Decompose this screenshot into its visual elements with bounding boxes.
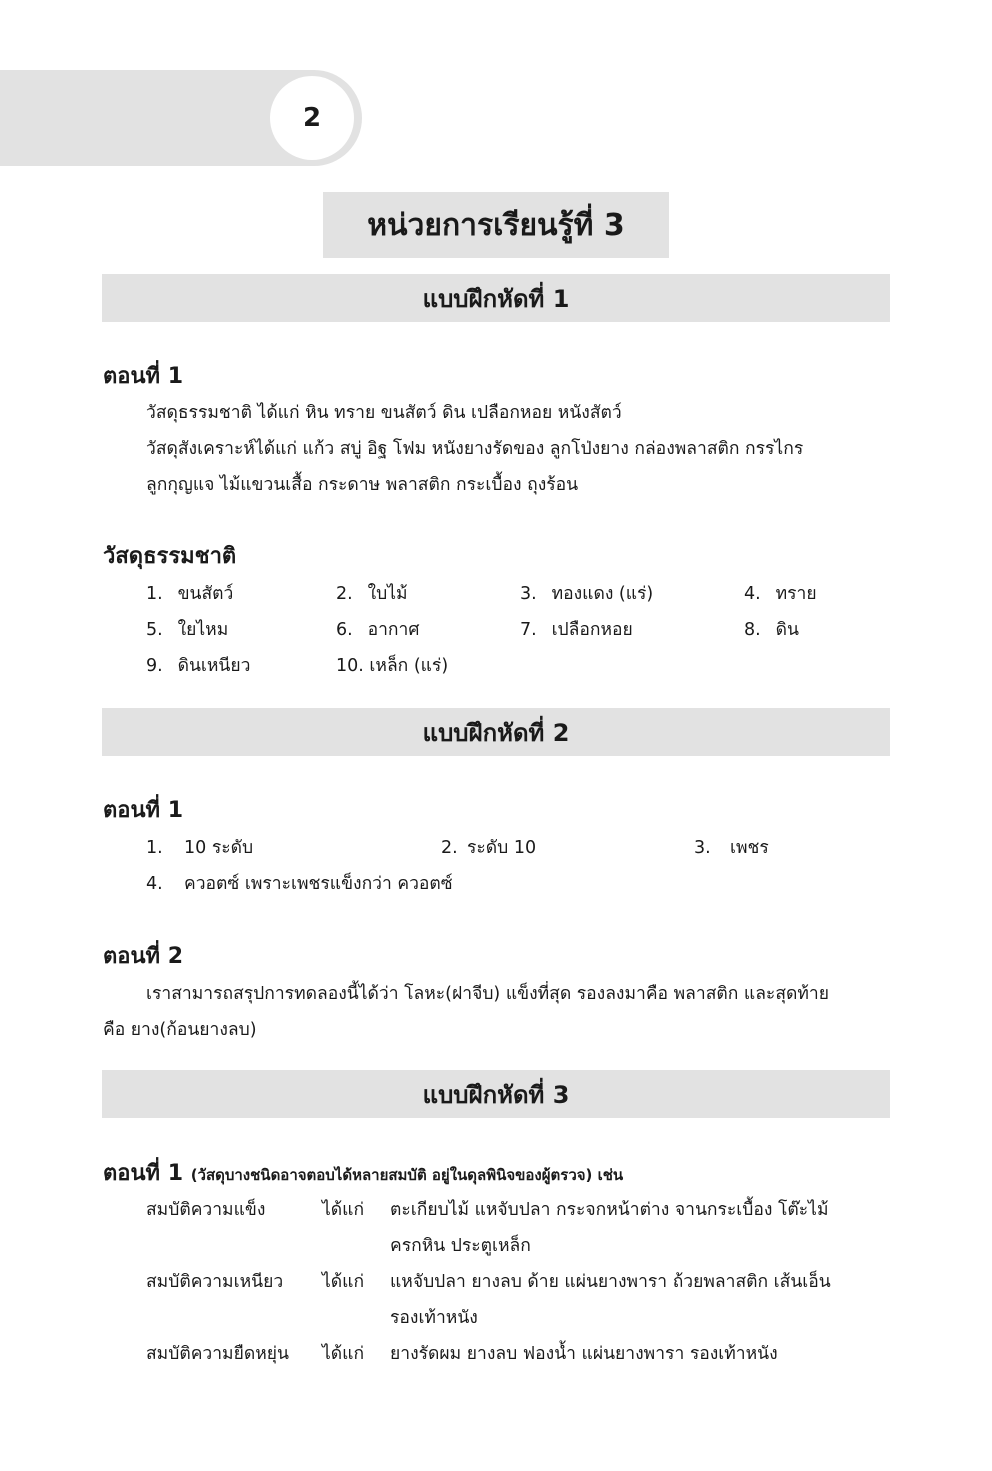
property-examples-cont: ครกหิน ประตูเหล็ก [390,1236,531,1256]
property-joiner: ได้แก่ [322,1344,365,1364]
natural-item: 9. ดินเหนียว [146,656,251,676]
exercise-2-part-2-line-2: คือ ยาง(ก้อนยางลบ) [103,1020,257,1040]
exercise-1-line-3: ลูกกุญแจ ไม้แขวนเสื้อ กระดาษ พลาสติก กระเบื้อง ถุงร้อน [146,475,579,495]
exercise-1-line-2: วัสดุสังเคราะห์ได้แก่ แก้ว สบู่ อิฐ โฟม หนังยางรัดของ ลูกโป่งยาง กล่องพลาสติก กรรไกร [146,439,804,459]
property-examples-cont: รองเท้าหนัง [390,1308,478,1328]
exercise-3-title: แบบฝึกหัดที่ 3 [102,1070,890,1118]
property-examples: ตะเกียบไม้ แหจับปลา กระจกหน้าต่าง จานกระเบื้อง โต๊ะไม้ [390,1200,829,1220]
natural-item: 6. อากาศ [336,620,420,640]
exercise-2-part-1-heading: ตอนที่ 1 [103,798,184,823]
exercise-1-line-1: วัสดุธรรมชาติ ได้แก่ หิน ทราย ขนสัตว์ ดิน เปลือกหอย หนังสัตว์ [146,403,622,423]
natural-item: 1. ขนสัตว์ [146,584,234,604]
exercise-2-item: 4. ควอตซ์ เพราะเพชรแข็งกว่า ควอตซ์ [146,874,453,894]
exercise-3-part-1-heading: ตอนที่ 1 [103,1161,184,1186]
exercise-2-item: 3. เพชร [694,838,769,858]
property-label: สมบัติความแข็ง [146,1200,266,1220]
property-examples: ยางรัดผม ยางลบ ฟองน้ำ แผ่นยางพารา รองเท้าหนัง [390,1344,778,1364]
exercise-1-part-1-heading: ตอนที่ 1 [103,364,184,389]
page-number: 2 [270,76,354,160]
exercise-2-part-2-line-1: เราสามารถสรุปการทดลองนี้ได้ว่า โลหะ(ฝาจีบ) แข็งที่สุด รองลงมาคือ พลาสติก และสุดท้าย [146,984,829,1004]
exercise-3-part-1-heading-row [103,1155,623,1190]
unit-title: หน่วยการเรียนรู้ที่ 3 [323,192,669,258]
natural-item: 4. ทราย [744,584,817,604]
property-label: สมบัติความเหนียว [146,1272,284,1292]
property-label: สมบัติความยืดหยุ่น [146,1344,289,1364]
natural-item: 10. เหล็ก (แร่) [336,656,449,676]
exercise-2-part-2-heading: ตอนที่ 2 [103,944,184,969]
natural-item: 7. เปลือกหอย [520,620,633,640]
property-joiner: ได้แก่ [322,1272,365,1292]
natural-item: 3. ทองแดง (แร่) [520,584,654,604]
exercise-2-title: แบบฝึกหัดที่ 2 [102,708,890,756]
exercise-1-title: แบบฝึกหัดที่ 1 [102,274,890,322]
property-examples: แหจับปลา ยางลบ ด้าย แผ่นยางพารา ถ้วยพลาสติก เส้นเอ็น [390,1272,831,1292]
natural-item: 8. ดิน [744,620,799,640]
exercise-2-item: 1. 10 ระดับ [146,838,254,858]
natural-item: 2. ใบไม้ [336,584,408,604]
exercise-2-item: 2. ระดับ 10 [441,838,537,858]
natural-item: 5. ใยไหม [146,620,229,640]
property-joiner: ได้แก่ [322,1200,365,1220]
natural-materials-heading: วัสดุธรรมชาติ [103,544,237,569]
exercise-3-note: (วัสดุบางชนิดอาจตอบได้หลายสมบัติ อยู่ในดุลพินิจของผู้ตรวจ) เช่น [190,1166,624,1184]
